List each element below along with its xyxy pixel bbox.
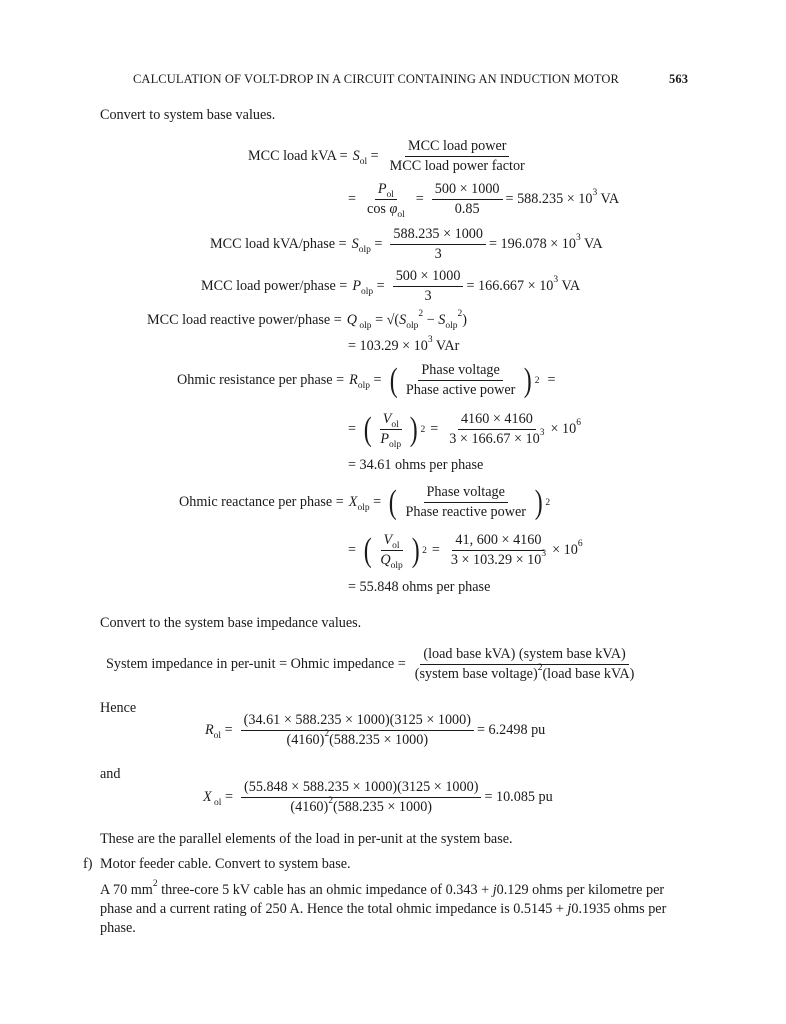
numerator: (55.848 × 588.235 × 1000)(3125 × 1000)	[241, 779, 481, 798]
eq-x-per-unit: X $_{ol}$ = $\frac{(55.848 \times 588.235 \times 1000)(3125 \times 1000)}{(4160)^2(588.235 \times 1000)}$ = 10.085 pu	[203, 779, 553, 815]
denominator: $(4160)^2(588.235 \times 1000)$	[290, 796, 433, 815]
running-header: CALCULATION OF VOLT-DROP IN A CIRCUIT CONTAINING AN INDUCTION MOTOR	[133, 72, 619, 86]
eq-reactance-result: = 55.848 ohms per phase	[348, 579, 491, 595]
eq-label: MCC load kVA/phase =	[210, 236, 347, 252]
eq-kva-per-phase: MCC load kVA/phase = $S_{olp}$ = $\frac{588.235 \times 1000}{3}$ = $196.078 \times 10^3$ VA	[210, 226, 603, 262]
eq-r-per-unit: $R_{ol}$ = $\frac{(34.61 \times 588.235 \times 1000)(3125 \times 1000)}{(4160)^2(588.235 \times 1000)}$ = 6.2498 pu	[205, 712, 546, 748]
fraction	[446, 411, 547, 448]
result: = $588.235 \times 10^3$ VA	[505, 188, 620, 207]
eq-resistance-result: = 34.61 ohms per phase	[348, 457, 484, 473]
denominator: $P_{olp}$	[380, 431, 402, 450]
fraction	[403, 362, 519, 399]
denominator: $Q_{olp}$	[380, 552, 403, 571]
fraction	[364, 181, 408, 218]
result: = $166.667 \times 10^3$ VA	[466, 275, 581, 294]
fraction	[241, 779, 481, 816]
result: = 6.2498 pu	[476, 722, 546, 738]
and-text: and	[100, 766, 121, 782]
fraction	[390, 226, 486, 263]
denominator: Phase reactive power	[405, 504, 527, 520]
eq-symbol: $S_{ol}$ =	[352, 148, 379, 167]
eq-power-per-phase: MCC load power/phase = $P_{olp}$ = $\frac{500 \times 1000}{3}$ = $166.667 \times 10^3$ VA	[201, 268, 581, 304]
eq-reactive-power-per-phase: MCC load reactive power/phase = Q $_{olp} = √(S_{olp}^2 - S_{olp}^2)$	[147, 309, 467, 331]
item-f-label: f)	[83, 856, 93, 872]
page-number: 563	[669, 72, 689, 86]
numerator: Phase voltage	[424, 484, 508, 503]
result: = 10.085 pu	[484, 789, 553, 805]
hence-text: Hence	[100, 700, 137, 716]
eq-ohmic-reactance: Ohmic reactance per phase = $X_{olp}$ = ( $\frac{\text{Phase voltage}}{\text{Phase reactive power}}$ ) 2	[179, 483, 551, 521]
denominator: $3 \times 103.29 \times 10^3$	[450, 549, 547, 568]
eq-mcc-load-kva	[248, 138, 531, 175]
numerator: (load base kVA) (system base kVA)	[420, 646, 628, 665]
fraction	[377, 532, 405, 569]
eq-label: MCC load kVA =	[248, 148, 348, 164]
numerator: 41, 600 × 4160	[452, 532, 544, 551]
denominator: (system base voltage)$^2$(load base kVA)	[414, 663, 635, 682]
eq-ohmic-reactance-calc: = ( $\frac{V_{ol}}{Q_{olp}}$ ) 2 = $\frac{41, 600 \times 4160}{3 \times 103.29 \times 10^3}$ × $10^6$	[348, 531, 583, 571]
numerator: $V_{ol}$	[381, 532, 403, 551]
item-f-text: Motor feeder cable. Convert to system base.	[100, 856, 351, 872]
eq-mcc-load-kva-calc: = $\frac{P_{ol}}{\cos \varphi_{ol}}$ = $\frac{500 \times 1000}{0.85}$ = $588.235 \times 10^3$ VA	[348, 181, 620, 220]
numerator: (34.61 × 588.235 × 1000)(3125 × 1000)	[241, 712, 474, 731]
parallel-elements-text: These are the parallel elements of the load in per-unit at the system base.	[100, 831, 513, 847]
eq-ohmic-resistance: Ohmic resistance per phase = $R_{olp}$ = ( $\frac{\text{Phase voltage}}{\text{Phase active power}}$ ) 2 =	[177, 361, 556, 399]
denominator: 0.85	[454, 201, 480, 217]
fraction	[393, 268, 464, 305]
eq-label: MCC load reactive power/phase =	[147, 312, 342, 328]
eq-label: Ohmic reactance per phase =	[179, 494, 344, 510]
denominator: Phase active power	[405, 382, 516, 398]
numerator: 588.235 × 1000	[390, 226, 486, 245]
numerator: $V_{ol}$	[380, 411, 402, 430]
eq-reactive-result: = $103.29 \times 10^3$ VAr	[348, 335, 460, 354]
denominator: $\cos \varphi_{ol}$	[367, 201, 405, 220]
intro-text: Convert to system base values.	[100, 107, 276, 123]
fraction	[448, 532, 549, 569]
denominator: $3 \times 166.67 \times 10^3$	[449, 428, 545, 447]
fraction	[241, 712, 474, 749]
numerator: 500 × 1000	[393, 268, 464, 287]
eq-ohmic-resistance-calc: = ( $\frac{V_{ol}}{P_{olp}}$ ) 2 = $\frac{4160 \times 4160}{3 \times 166.67 \times 10^3}$ × $10^6$	[348, 410, 581, 450]
fraction	[432, 181, 503, 218]
fraction	[412, 646, 638, 683]
eq-label: MCC load power/phase =	[201, 278, 348, 294]
numerator: 4160 × 4160	[458, 411, 536, 430]
numerator: MCC load power	[405, 138, 510, 157]
cable-paragraph: A 70 $mm^2$ three-core 5 kV cable has an ohmic impedance of 0.343 + j0.129 ohms per kilometre per phase and a current rating of 250 A. Hence the total ohmic impedance is 0.5145 + j0.1935 ohms per phase.	[100, 879, 667, 936]
eq-system-impedance-pu	[106, 646, 640, 683]
numerator: Phase voltage	[418, 362, 502, 381]
denominator: 3	[424, 288, 432, 304]
fraction	[402, 484, 529, 521]
impedance-intro-text: Convert to the system base impedance values.	[100, 615, 362, 631]
fraction	[377, 411, 404, 448]
eq-label: Ohmic resistance per phase =	[177, 372, 345, 388]
numerator: $P_{ol}$	[375, 181, 397, 200]
denominator: 3	[434, 246, 442, 262]
eq-label: System impedance in per-unit = Ohmic impedance =	[106, 656, 406, 672]
fraction	[387, 138, 528, 175]
denominator: MCC load power factor	[389, 158, 525, 174]
result: = $196.078 \times 10^3$ VA	[489, 233, 603, 252]
denominator: $(4160)^2(588.235 \times 1000)$	[286, 729, 429, 748]
numerator: 500 × 1000	[432, 181, 503, 200]
